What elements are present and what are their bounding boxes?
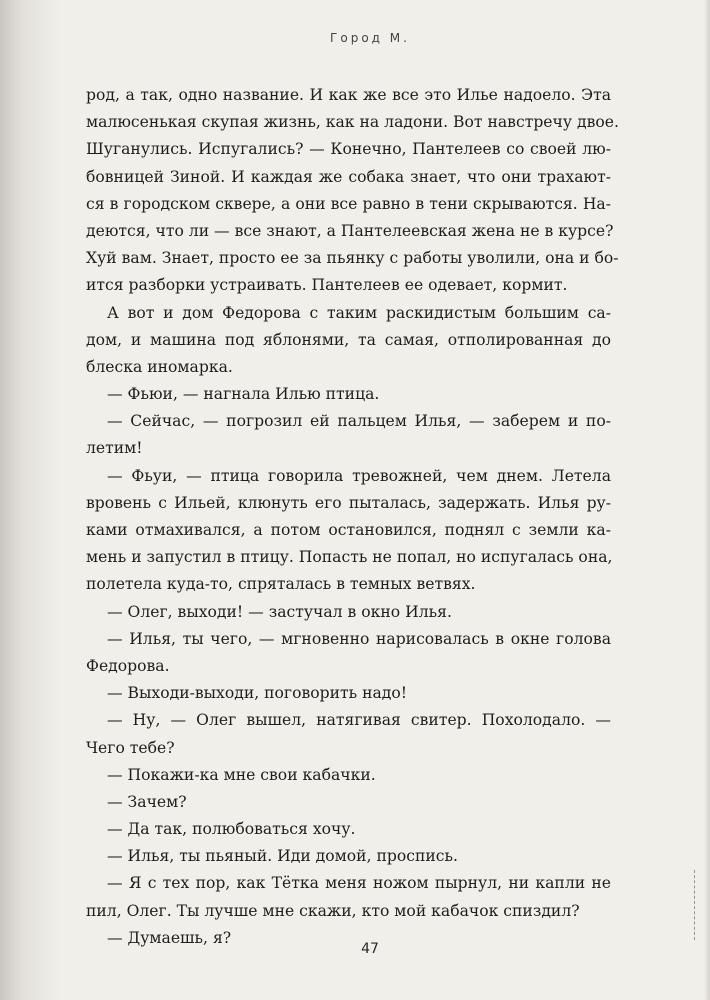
page-edge-marks (694, 870, 698, 940)
text-line: род, а так, одно название. И как же все это Илье надоело. Эта (86, 86, 611, 104)
text-line: Хуй вам. Знает, просто ее за пьянку с работы уволили, она и бо- (86, 249, 619, 268)
text-line: вровень с Ильей, клюнуть его пыталась, задержать. Илья ру- (86, 493, 611, 512)
text-line: деются, что ли — все знают, а Пантелеевская жена не в курсе? (86, 221, 614, 240)
text-line: летим! (86, 439, 143, 458)
text-line: Чего тебе? (86, 738, 175, 757)
text-line: — Думаешь, я? (107, 928, 232, 947)
text-line: — Да так, полюбоваться хочу. (107, 820, 356, 839)
text-line: ками отмахивался, а потом остановился, поднял с земли ка- (86, 521, 611, 539)
text-line: блеска иномарка. (86, 357, 233, 376)
text-line: ится разборки устраивать. Пантелеев ее одевает, кормит. (86, 276, 568, 295)
page-gutter-shadow (0, 0, 60, 1000)
text-line: — Олег, выходи! — застучал в окно Илья. (107, 602, 452, 621)
text-line: бовницей Зиной. И каждая же собака знает, что они трахают- (86, 167, 611, 186)
text-line: А вот и дом Федорова с таким раскидистым большим са- (107, 303, 611, 322)
text-line: пил, Олег. Ты лучше мне скажи, кто мой кабачок спиздил? (86, 901, 580, 920)
text-line: — Выходи-выходи, поговорить надо! (107, 684, 408, 703)
text-line: — Зачем? (107, 792, 187, 811)
running-header: Город М. (330, 31, 410, 45)
text-line: малюсенькая скупая жизнь, как на ладони. Вот навстречу двое. (86, 113, 619, 132)
body-text (86, 82, 619, 952)
text-line: дом, и машина под яблонями, та самая, отполированная до (86, 330, 611, 349)
page-right-edge (704, 0, 710, 1000)
text-line: — Фьюи, — нагнала Илью птица. (107, 385, 380, 404)
text-line: полетела куда-то, спряталась в темных ветвях. (86, 575, 476, 594)
text-line: — Фьуи, — птица говорила тревожней, чем днем. Летела (107, 466, 611, 485)
text-line: — Илья, ты пьяный. Иди домой, проспись. (107, 847, 458, 866)
text-line: Федорова. (86, 656, 170, 675)
text-line: — Покажи-ка мне свои кабачки. (107, 765, 376, 784)
page-number: 47 (361, 941, 379, 957)
text-line: — Сейчас, — погрозил ей пальцем Илья, — заберем и по- (107, 412, 611, 431)
text-line: — Я с тех пор, как Тётка меня ножом пырнул, ни капли не (107, 874, 611, 893)
text-line: Шуганулись. Испугались? — Конечно, Пантелеев со своей лю- (86, 140, 611, 159)
text-line: — Ну, — Олег вышел, натягивая свитер. Похолодало. — (107, 711, 611, 730)
text-line: мень и запустил в птицу. Попасть не попал, но испугалась она, (86, 548, 613, 567)
text-line: — Илья, ты чего, — мгновенно нарисовалась в окне голова (107, 629, 611, 648)
text-line: ся в городском сквере, а они все равно в тени скрываются. На- (86, 194, 611, 213)
